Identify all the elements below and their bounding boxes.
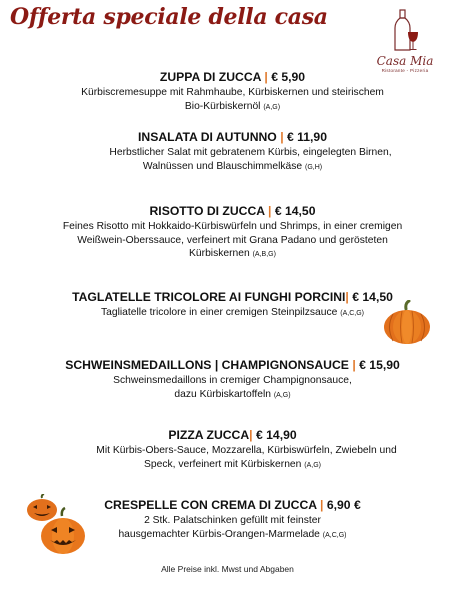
dish-description-line: Tagliatelle tricolore in einer cremigen Steinpilzsauce — [101, 307, 338, 318]
logo-subtitle: Ristorante - Pizzeria — [381, 68, 429, 73]
dish-description-line: 2 Stk. Palatschinken gefüllt mit feinster — [144, 515, 321, 526]
dish-price: € 11,90 — [287, 130, 327, 144]
dish-description-line: Mit Kürbis-Obers-Sauce, Mozzarella, Kürbiswürfeln, Zwiebeln und — [96, 445, 397, 456]
separator: | — [264, 70, 268, 84]
menu-item-zuppa — [20, 70, 445, 114]
separator: | — [280, 130, 284, 144]
dish-price: € 15,90 — [359, 358, 400, 372]
dish-name: PIZZA ZUCCA — [168, 428, 250, 442]
dish-price: € 14,50 — [352, 290, 393, 304]
wine-bottle-icon — [369, 8, 441, 54]
dish-price: € 14,50 — [274, 204, 316, 218]
dish-description-line: Speck, verfeinert mit Kürbiskernen — [144, 458, 302, 470]
logo-name: Casa Mia — [376, 54, 434, 68]
footer-note: Alle Preise inkl. Mwst und Abgaben — [161, 564, 294, 574]
dish-description-line: Weißwein-Oberssauce, verfeinert mit Grana Padano und gerösteten — [77, 234, 388, 246]
page-title: Offerta speciale della casa — [10, 4, 328, 30]
allergen-codes: (A,G) — [304, 461, 321, 469]
allergen-codes: (A,C,G) — [340, 310, 364, 317]
separator: | — [352, 358, 356, 372]
separator: | — [268, 204, 272, 218]
dish-name: SCHWEINSMEDAILLONS | CHAMPIGNONSAUCE — [65, 358, 349, 372]
separator: | — [249, 428, 253, 442]
dish-description-line: Kürbiscremesuppe mit Rahmhaube, Kürbiskernen und steirischem — [81, 87, 384, 98]
pumpkin-icon — [382, 300, 432, 346]
dish-description-line: dazu Kürbiskartoffeln — [174, 388, 271, 400]
dish-price: € 5,90 — [271, 70, 306, 84]
dish-name: CRESPELLE CON CREMA DI ZUCCA — [104, 498, 317, 512]
dish-name: ZUPPA DI ZUCCA — [159, 70, 261, 84]
dish-description-line: Feines Risotto mit Hokkaido-Kürbiswürfeln und Shrimps, in einer cremigen — [62, 221, 403, 232]
dish-description-line: Kürbiskernen — [189, 248, 250, 259]
dish-description-line: Bio-Kürbiskernöl — [184, 100, 261, 112]
allergen-codes: (G,H) — [305, 163, 323, 171]
menu-item-risotto — [20, 204, 445, 262]
dish-name: TAGLATELLE TRICOLORE AI FUNGHI PORCINI — [72, 290, 346, 304]
dish-description-line: hausgemachter Kürbis-Orangen-Marmelade — [118, 528, 320, 540]
allergen-codes: (A,G) — [273, 391, 291, 399]
restaurant-logo — [369, 8, 441, 76]
separator: | — [345, 290, 349, 304]
dish-price: € 14,90 — [255, 428, 297, 442]
dish-description-line: Walnüssen und Blauschimmelkäse — [142, 160, 303, 172]
allergen-codes: (A,G) — [263, 103, 281, 111]
menu-item-pizza — [20, 428, 445, 472]
separator: | — [320, 498, 324, 512]
allergen-codes: (A,C,G) — [322, 531, 347, 539]
dish-price: 6,90 € — [326, 498, 361, 512]
menu-item-insalata — [20, 130, 445, 174]
dish-name: INSALATA DI AUTUNNO — [138, 130, 277, 144]
allergen-codes: (A,B,G) — [252, 251, 276, 258]
dish-description-line: Herbstlicher Salat mit gebratenem Kürbis, eingelegten Birnen, — [109, 147, 392, 158]
jack-o-lantern-icon — [22, 494, 88, 556]
dish-description-line: Schweinsmedaillons in cremiger Champignonsauce, — [113, 375, 352, 386]
dish-name: RISOTTO DI ZUCCA — [149, 204, 265, 218]
menu-item-schweinsmedaillons — [20, 358, 445, 402]
